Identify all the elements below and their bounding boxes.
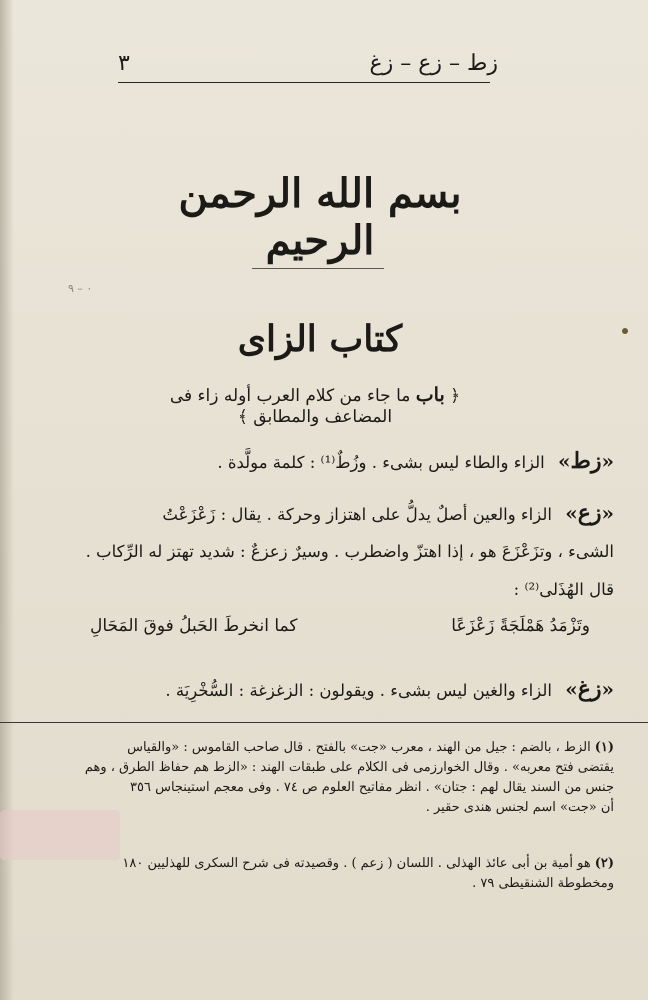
footnote-rule [0,722,648,723]
text-line: الشىء ، وتزَعْزَعَ هو ، إذا اهتزّ واضطرب . وسيرٌ زعزعٌ : شديد تهتز له الرِّكاب . [85,542,614,561]
section-heading-lead: باب [415,384,445,406]
footnote-line: يقتضى فتح معربه» . وقال الخوارزمى فى الكلام على طبقات الهند : «الزط هم حفاظ الطرق ، وهم [84,760,614,775]
header-rule [118,82,490,83]
basmala-divider [252,268,384,269]
footnote-line: جنس من السند يقال لهم : جتان» . انظر مفاتيح العلوم ص ٧٤ . وفى معجم استينجاس ٣٥٦ [130,780,614,795]
entry-root: « زع » [565,500,614,526]
entry-text: الزاء والطاء ليس بشىء . وزُطٌ⁽¹⁾ : كلمة مولَّدة . [217,453,545,472]
basmala: بسم الله الرحمن الرحيم [178,170,462,264]
entry-root: « زط » [558,448,614,474]
margin-dot [622,328,628,334]
footnote-number: (٢) [594,856,614,871]
entry-zgh [54,676,614,702]
entry-root: « زغ » [565,676,614,702]
running-title: زط – زع – زغ [369,50,498,76]
poem-verse [90,616,590,636]
footnote-number: (١) [594,740,614,755]
footnote-line: (١)الزط ، بالضم : جيل من الهند ، معرب «جت» بالفتح . قال صاحب القاموس : «والقياس [127,740,614,755]
entry-zt [54,448,614,474]
footnote-1 [24,738,614,818]
footnote-2 [24,854,614,894]
text-line: قال الهُذَلى⁽²⁾ : [513,580,614,599]
footnote-line: (٢)هو أمية بن أبى عائذ الهذلى . اللسان ( زعم ) . وقصيدته فى شرح السكرى للهذليين ١٨٠ [122,856,614,871]
poem-hemistich-left: كما انخرطَ الحَبلُ فوقَ المَحَالِ [90,616,298,636]
footnote-line: ومخطوطة الشنقيطى ٧٩ . [472,876,614,891]
footnote-line: أن «جت» اسم لجنس هندى حقير . [425,800,614,815]
running-header [118,48,498,78]
section-heading: ﴿ باب ما جاء من كلام العرب أوله زاء فى المضاعف والمطابق ﴾ [169,384,461,427]
entry-text: الزاء والعين أصلٌ يدلُّ على اهتزاز وحركة . يقال : زَعْزَعْتُ [162,505,552,524]
section-heading-text: ما جاء من كلام العرب أوله زاء فى المضاعف والمطابق [169,386,411,427]
poem-hemistich-right: وتَزْمَدُ هَمْلَجَةً زَعْزَعًا [451,616,590,636]
page-number: ٣ [118,50,130,76]
entry-za [54,500,614,526]
book-title: كتاب الزاى [237,318,403,360]
margin-mark: ٠ – ٩ [68,282,93,295]
entry-text: الزاء والغين ليس بشىء . ويقولون : الزغزغة : السُّخْرِيَة . [165,681,552,700]
